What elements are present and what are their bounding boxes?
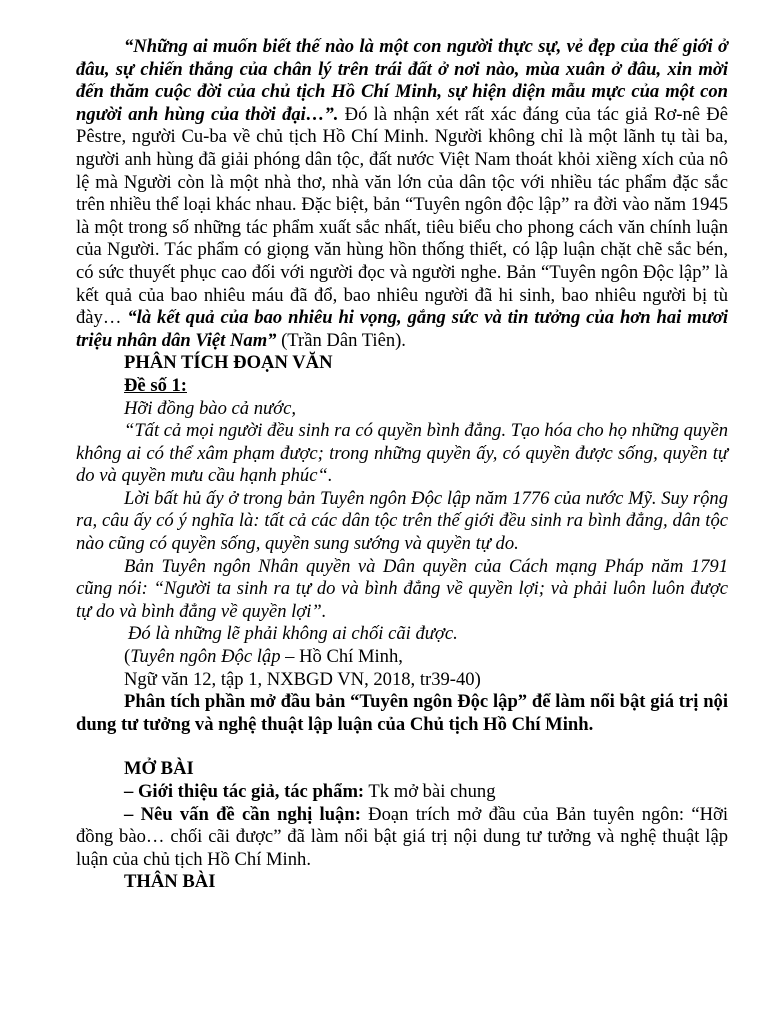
mo-bai-item-2-label: – Nêu vấn đề cần nghị luận:	[124, 803, 361, 825]
excerpt-paragraph-1: “Tất cả mọi người đều sinh ra có quyền bình đẳng. Tạo hóa cho họ những quyền không ai có thể xâm phạm được; trong những quyền ấy, có quyền được sống, quyền tự do và quyền mưu cầu hạnh phúc“.	[76, 420, 728, 487]
document-page	[76, 36, 728, 894]
task-prompt: Phân tích phần mở đầu bản “Tuyên ngôn Độc lập” để làm nổi bật giá trị nội dung tư tưởng và nghệ thuật lập luận của Chủ tịch Hồ Chí Minh.	[76, 691, 728, 735]
intro-quote-2: “là kết quả của bao nhiêu hi vọng, gắng sức và tin tưởng của hơn hai mươi triệu nhân dân Việt Nam”	[76, 307, 728, 351]
excerpt-paragraph-2: Lời bất hủ ấy ở trong bản Tuyên ngôn Độc lập năm 1776 của nước Mỹ. Suy rộng ra, câu ấy có ý nghĩa là: tất cả các dân tộc trên thế giới đều sinh ra bình đẳng, dân tộc nào cũng có quyền sống, quyền sung sướng và quyền tự do.	[76, 487, 728, 555]
excerpt-greeting: Hỡi đồng bào cả nước,	[124, 397, 297, 419]
excerpt-citation	[76, 646, 728, 669]
mo-bai-title: MỞ BÀI	[124, 758, 194, 780]
blank-line	[76, 736, 728, 758]
mo-bai-item-2-text: Đoạn trích mở đầu của Bản tuyên ngôn: “Hỡi đồng bào… chối cãi được” đã làm nổi bật giá trị nội dung tư tưởng và nghệ thuật lập luận của chủ tịch Hồ Chí Minh.	[76, 803, 728, 870]
mo-bai-item-1	[76, 781, 728, 804]
exercise-label: Đề số 1:	[124, 374, 187, 396]
intro-source: (Trần Dân Tiên).	[276, 329, 406, 351]
excerpt-paragraph-3: Bản Tuyên ngôn Nhân quyền và Dân quyền của Cách mạng Pháp năm 1791 cũng nói: “Người ta sinh ra tự do và bình đẳng về quyền lợi; và phải luôn luôn được tự do và bình đẳng về quyền lợi”.	[76, 555, 728, 622]
intro-body: Đó là nhận xét rất xác đáng của tác giả Rơ-nê Đê Pêstre, người Cu-ba về chủ tịch Hồ Chí Minh. Người không chỉ là một lãnh tụ tài ba, người anh hùng đã giải phóng dân tộc, đất nước Việt Nam thoát khỏi xiềng xích của nô lệ mà Người còn là một nhà thơ, nhà văn lớn của dân tộc với nhiều tác phẩm đặc sắc trên nhiều thể loại khác nhau. Đặc biệt, bản “Tuyên ngôn độc lập” ra đời vào năm 1945 là một trong số những tác phẩm xuất sắc nhất, tiêu biểu cho phong cách văn chính luận của Người. Tác phẩm có giọng văn hùng hồn thống thiết, có lập luận chặt chẽ sắc bén, có sức thuyết phục cao đối với người đọc và người nghe. Bản “Tuyên ngôn Độc lập” là kết quả của bao nhiêu máu đã đổ, bao nhiêu người đã hi sinh, bao nhiêu người bị tù đày…	[76, 103, 728, 329]
than-bai-title: THÂN BÀI	[124, 871, 216, 893]
section-title: PHÂN TÍCH ĐOẠN VĂN	[124, 352, 333, 374]
mo-bai-item-2	[76, 804, 728, 872]
intro-quote: “Những ai muốn biết thế nào là một con người thực sự, vẻ đẹp của thế giới ở đâu, sự chiến thắng của chân lý trên trái đất ở nơi nào, mùa xuân ở đâu, xin mời đến thăm cuộc đời của chủ tịch Hồ Chí Minh, sự hiện diện mẫu mực của một con người anh hùng của thời đại…”.	[76, 36, 728, 125]
intro-paragraph	[76, 36, 728, 352]
excerpt-paragraph-4: Đó là những lẽ phải không ai chối cãi được.	[128, 623, 458, 645]
mo-bai-item-1-label: – Giới thiệu tác giả, tác phẩm:	[124, 781, 365, 802]
citation-open: (	[124, 646, 131, 668]
citation-author: – Hồ Chí Minh,	[280, 646, 403, 668]
mo-bai-item-1-text: Tk mở bài chung	[364, 781, 496, 802]
citation-title: Tuyên ngôn Độc lập	[130, 646, 281, 668]
citation-book: Ngữ văn 12, tập 1, NXBGD VN, 2018, tr39-40)	[124, 668, 481, 690]
